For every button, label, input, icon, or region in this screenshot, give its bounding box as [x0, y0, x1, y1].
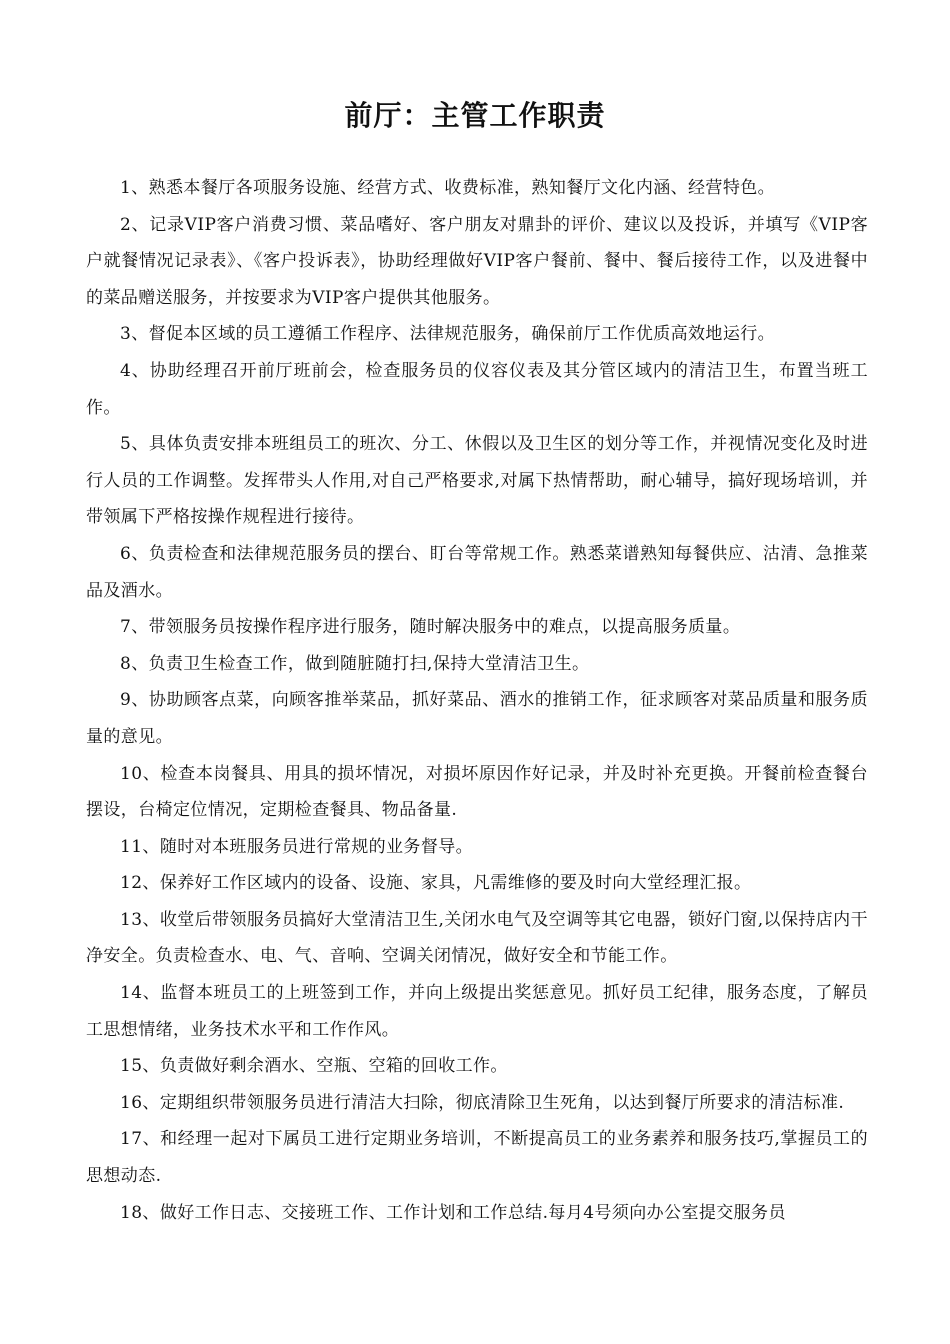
duty-item-14: 14、监督本班员工的上班签到工作，并向上级提出奖惩意见。抓好员工纪律，服务态度，了解员工思想情绪，业务技术水平和工作作风。: [86, 983, 868, 1040]
duty-item-11: 11、随时对本班服务员进行常规的业务督导。: [120, 836, 474, 857]
duty-item-16: 16、定期组织带领服务员进行清洁大扫除，彻底清除卫生死角，以达到餐厅所要求的清洁标准.: [120, 1092, 845, 1113]
duty-item-17: 17、和经理一起对下属员工进行定期业务培训，不断提高员工的业务素养和服务技巧,掌握员工的思想动态.: [86, 1129, 868, 1187]
duty-item-6: 6、负责检查和法律规范服务员的摆台、盯台等常规工作。熟悉菜谱熟知每餐供应、沽清、急推菜品及酒水。: [86, 543, 868, 601]
duty-item-7: 7、带领服务员按操作程序进行服务，随时解决服务中的难点，以提高服务质量。: [120, 617, 741, 638]
duty-item-4: 4、协助经理召开前厅班前会，检查服务员的仪容仪表及其分管区域内的清洁卫生，布置当班工作。: [86, 360, 868, 418]
duty-item-10: 10、检查本岗餐具、用具的损坏情况，对损坏原因作好记录，并及时补充更换。开餐前检查餐台摆设，台椅定位情况，定期检查餐具、物品备量.: [86, 763, 868, 821]
duty-item-13: 13、收堂后带领服务员搞好大堂清洁卫生,关闭水电气及空调等其它电器，锁好门窗,以保持店内干净安全。负责检查水、电、气、音响、空调关闭情况，做好安全和节能工作。: [86, 909, 868, 967]
duty-item-9: 9、协助顾客点菜，向顾客推举菜品，抓好菜品、酒水的推销工作，征求顾客对菜品质量和服务质量的意见。: [86, 690, 868, 747]
document-title: 前厅：主管工作职责: [344, 99, 606, 132]
duty-item-5: 5、具体负责安排本班组员工的班次、分工、休假以及卫生区的划分等工作，并视情况变化及时进行人员的工作调整。发挥带头人作用,对自己严格要求,对属下热情帮助，耐心辅导，搞好现场培训，并带领属下严格按操作规程进行接待。: [86, 434, 868, 528]
duty-item-1: 1、熟悉本餐厅各项服务设施、经营方式、收费标准，熟知餐厅文化内涵、经营特色。: [120, 178, 776, 198]
duty-item-8: 8、负责卫生检查工作，做到随脏随打扫,保持大堂清洁卫生。: [120, 653, 590, 674]
duty-item-2: 2、记录VIP客户消费习惯、菜品嗜好、客户朋友对鼎卦的评价、建议以及投诉，并填写《VIP客户就餐情况记录表》、《客户投诉表》，协助经理做好VIP客户餐前、餐中、餐后接待工作，以及进餐中的菜品赠送服务，并按要求为VIP客户提供其他服务。: [86, 214, 868, 308]
document-body: [86, 170, 868, 1231]
duty-item-15: 15、负责做好剩余酒水、空瓶、空箱的回收工作。: [120, 1056, 508, 1077]
duty-item-3: 3、督促本区域的员工遵循工作程序、法律规范服务，确保前厅工作优质高效地运行。: [120, 324, 776, 345]
duty-item-18: 18、做好工作日志、交接班工作、工作计划和工作总结.每月4号须向办公室提交服务员: [120, 1202, 786, 1223]
duty-item-12: 12、保养好工作区域内的设备、设施、家具，凡需维修的要及时向大堂经理汇报。: [120, 873, 752, 894]
